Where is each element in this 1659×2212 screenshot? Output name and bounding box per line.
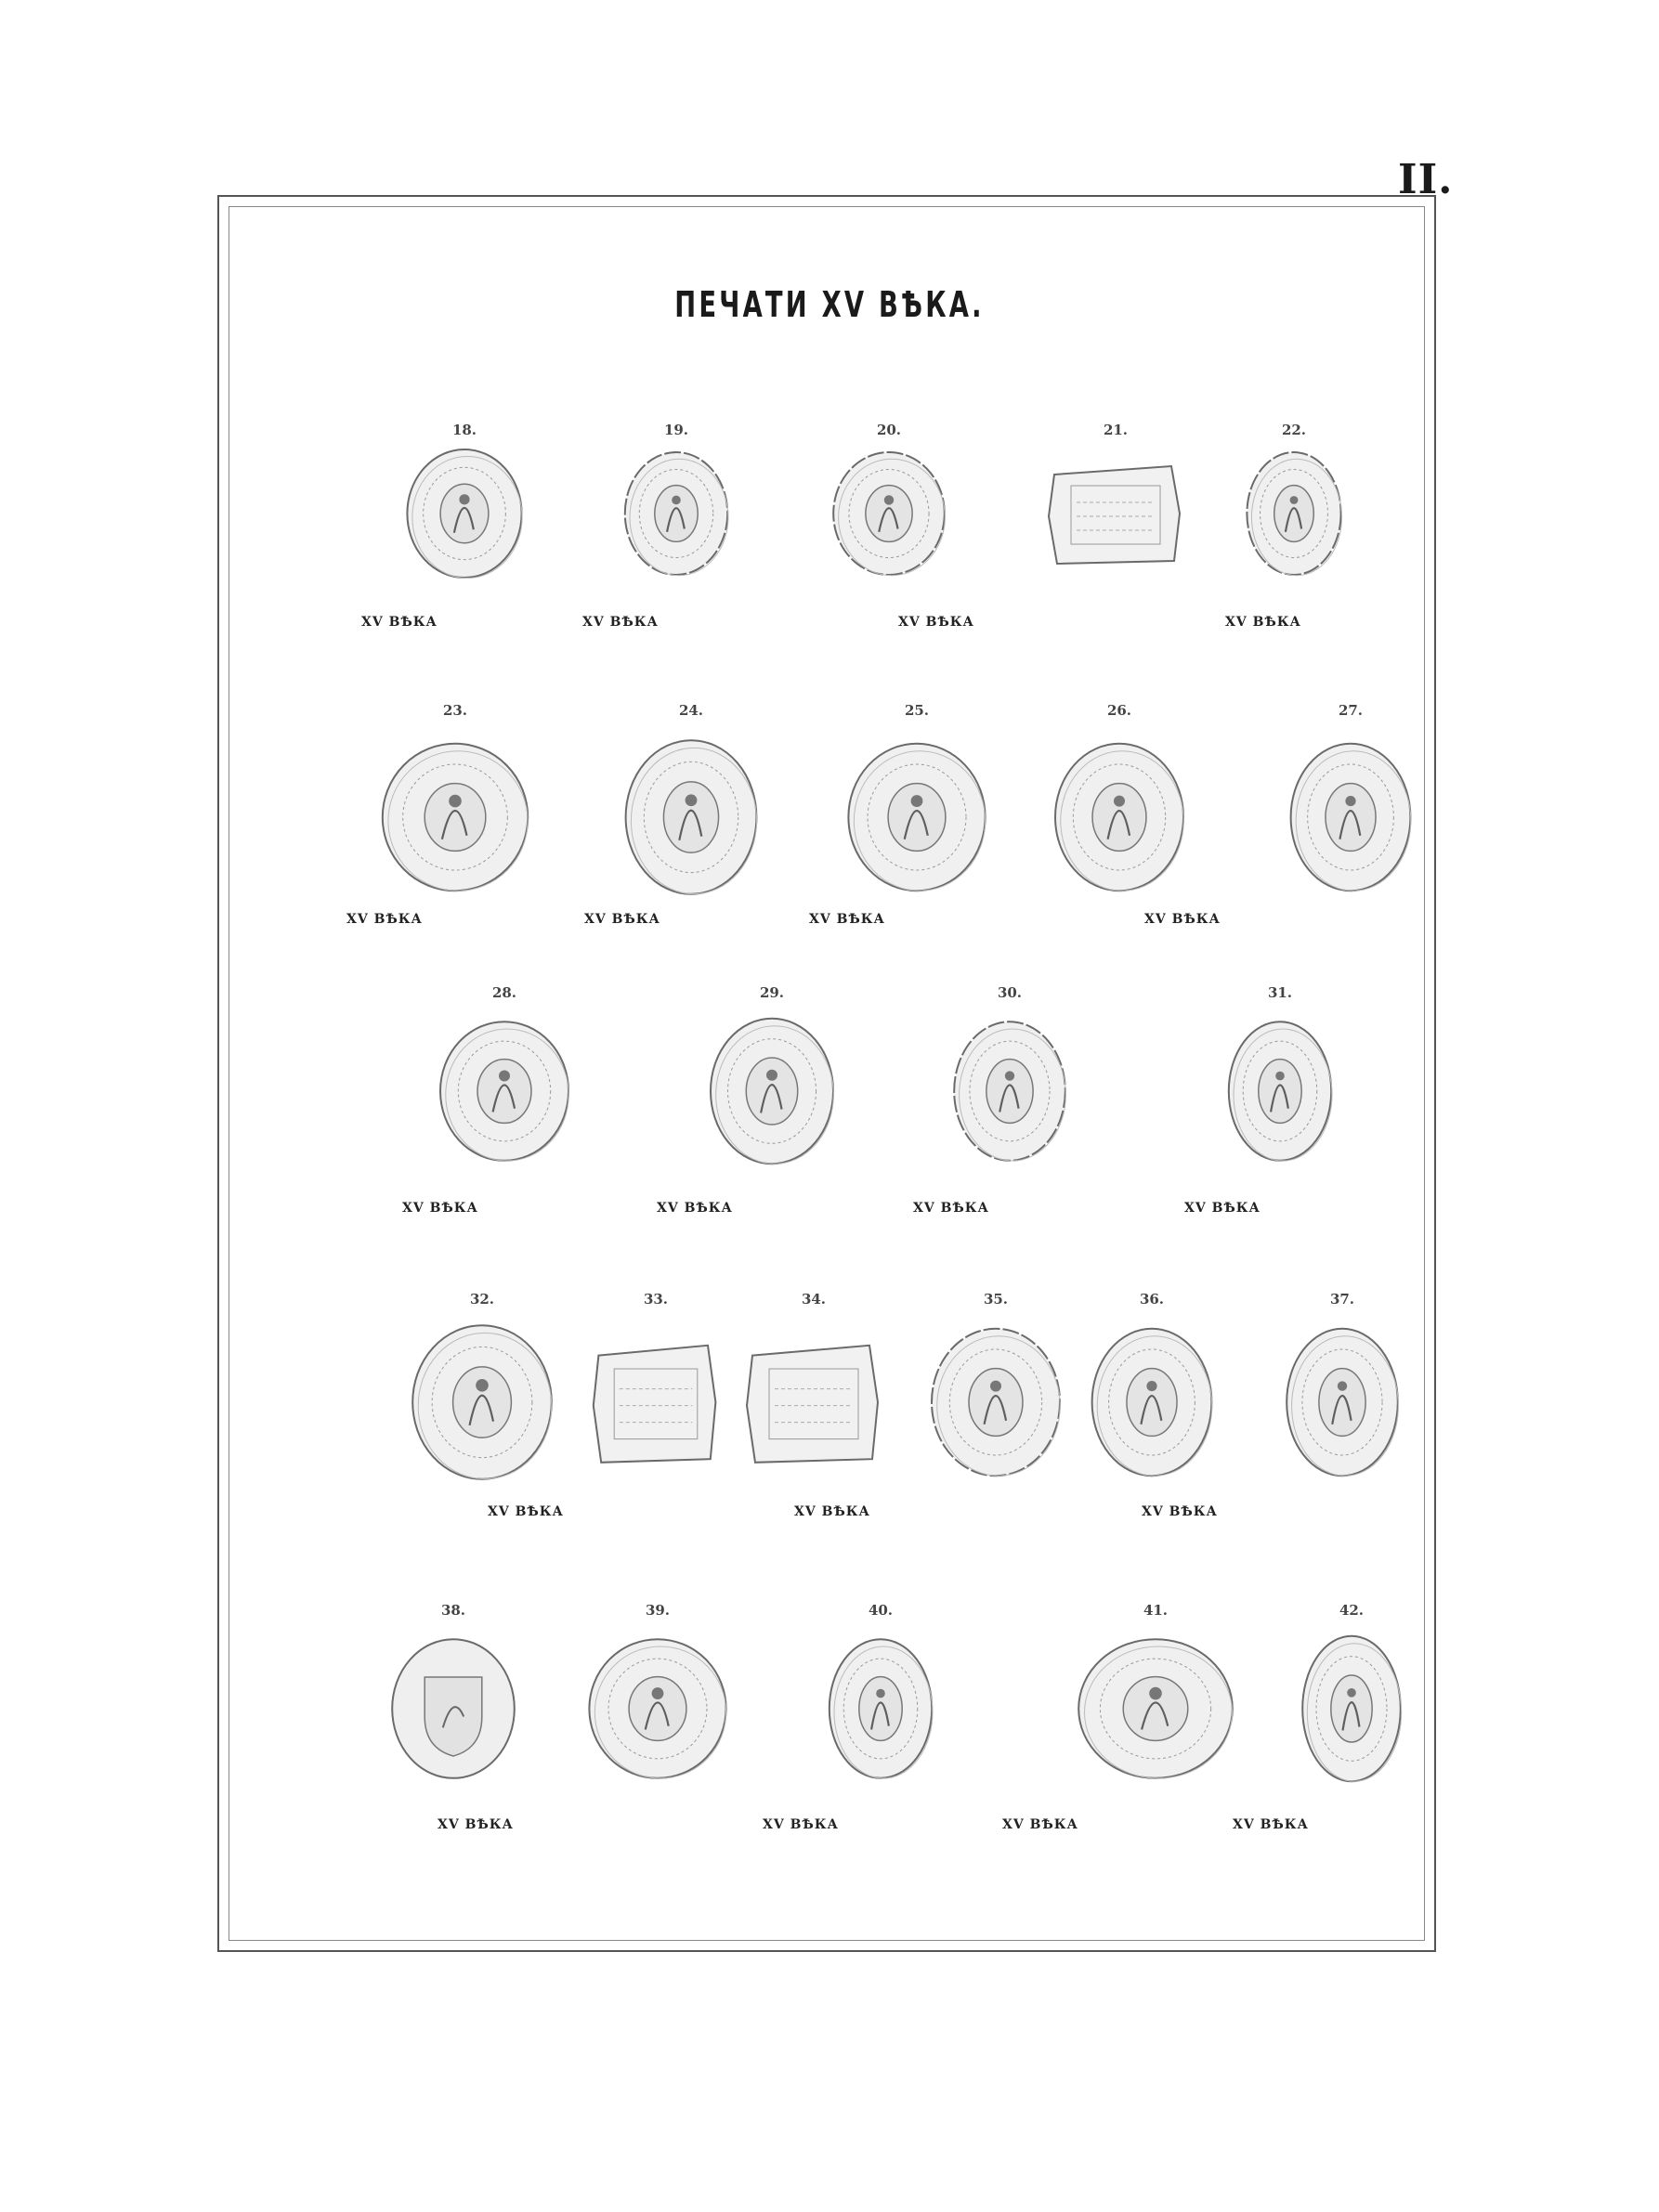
seal-image — [435, 1012, 574, 1170]
seal-caption: XV ВѢКА — [1184, 1201, 1261, 1216]
seal-number: 26. — [1106, 702, 1132, 719]
seal-image — [617, 734, 765, 901]
seal-image — [926, 1319, 1065, 1486]
seal-caption: XV ВѢКА — [763, 1817, 839, 1832]
seal-number: 23. — [442, 702, 468, 719]
seal-caption: XV ВѢКА — [1225, 615, 1301, 630]
seal-caption: XV ВѢКА — [794, 1504, 870, 1519]
seal-image — [744, 1319, 883, 1486]
seal-image — [843, 734, 991, 901]
seal-image — [949, 1012, 1070, 1170]
seal-caption: XV ВѢКА — [898, 615, 974, 630]
seal-image — [825, 1630, 936, 1788]
seal-image — [1282, 1319, 1403, 1486]
seal-image — [583, 1630, 732, 1788]
seal-number: 32. — [469, 1291, 495, 1308]
seal-number: 25. — [904, 702, 930, 719]
seal-caption: XV ВѢКА — [438, 1817, 514, 1832]
seal-image — [1296, 1630, 1407, 1788]
plate-title: ПЕЧАТИ XV ВѢКА. — [674, 284, 985, 325]
seal-number: 30. — [997, 984, 1023, 1001]
seal-image — [376, 734, 534, 901]
seal-caption: XV ВѢКА — [809, 912, 885, 927]
seal-number: 27. — [1338, 702, 1364, 719]
seal-number: 31. — [1267, 984, 1293, 1001]
seal-caption: XV ВѢКА — [1233, 1817, 1309, 1832]
seal-image — [403, 1319, 561, 1486]
seal-caption: XV ВѢКА — [402, 1201, 478, 1216]
seal-caption: XV ВѢКА — [1002, 1817, 1078, 1832]
seal-image — [388, 1630, 518, 1788]
seal-number: 36. — [1139, 1291, 1165, 1308]
seal-number: 37. — [1329, 1291, 1355, 1308]
seal-number: 33. — [643, 1291, 669, 1308]
seal-number: 38. — [440, 1602, 466, 1619]
seal-caption: XV ВѢКА — [1142, 1504, 1218, 1519]
seal-image — [591, 1319, 721, 1486]
seal-number: 41. — [1143, 1602, 1169, 1619]
seal-caption: XV ВѢКА — [488, 1504, 564, 1519]
seal-number: 39. — [645, 1602, 671, 1619]
seal-caption: XV ВѢКА — [1144, 912, 1221, 927]
seal-image — [620, 444, 732, 583]
seal-image — [1286, 734, 1416, 901]
seal-image — [399, 444, 529, 583]
seal-number: 24. — [678, 702, 704, 719]
seal-image — [829, 444, 949, 583]
seal-image — [1046, 444, 1185, 583]
seal-number: 29. — [759, 984, 785, 1001]
seal-image — [702, 1012, 842, 1170]
seal-image — [1243, 444, 1345, 583]
seal-caption: XV ВѢКА — [361, 615, 438, 630]
seal-number: 28. — [491, 984, 517, 1001]
seal-image — [1050, 734, 1189, 901]
seal-number: 34. — [801, 1291, 827, 1308]
seal-caption: XV ВѢКА — [346, 912, 423, 927]
seal-caption: XV ВѢКА — [584, 912, 660, 927]
seal-number: 20. — [876, 422, 902, 438]
seal-image — [1072, 1630, 1239, 1788]
seal-number: 18. — [451, 422, 477, 438]
seal-number: 35. — [983, 1291, 1009, 1308]
seal-caption: XV ВѢКА — [582, 615, 659, 630]
seal-image — [1224, 1012, 1336, 1170]
seal-number: 22. — [1281, 422, 1307, 438]
seal-image — [1087, 1319, 1217, 1486]
seal-number: 19. — [663, 422, 689, 438]
seal-number: 40. — [868, 1602, 894, 1619]
seal-caption: XV ВѢКА — [657, 1201, 733, 1216]
plate-number: II. — [1398, 156, 1454, 203]
seal-caption: XV ВѢКА — [913, 1201, 989, 1216]
seal-number: 21. — [1103, 422, 1129, 438]
seal-number: 42. — [1339, 1602, 1365, 1619]
